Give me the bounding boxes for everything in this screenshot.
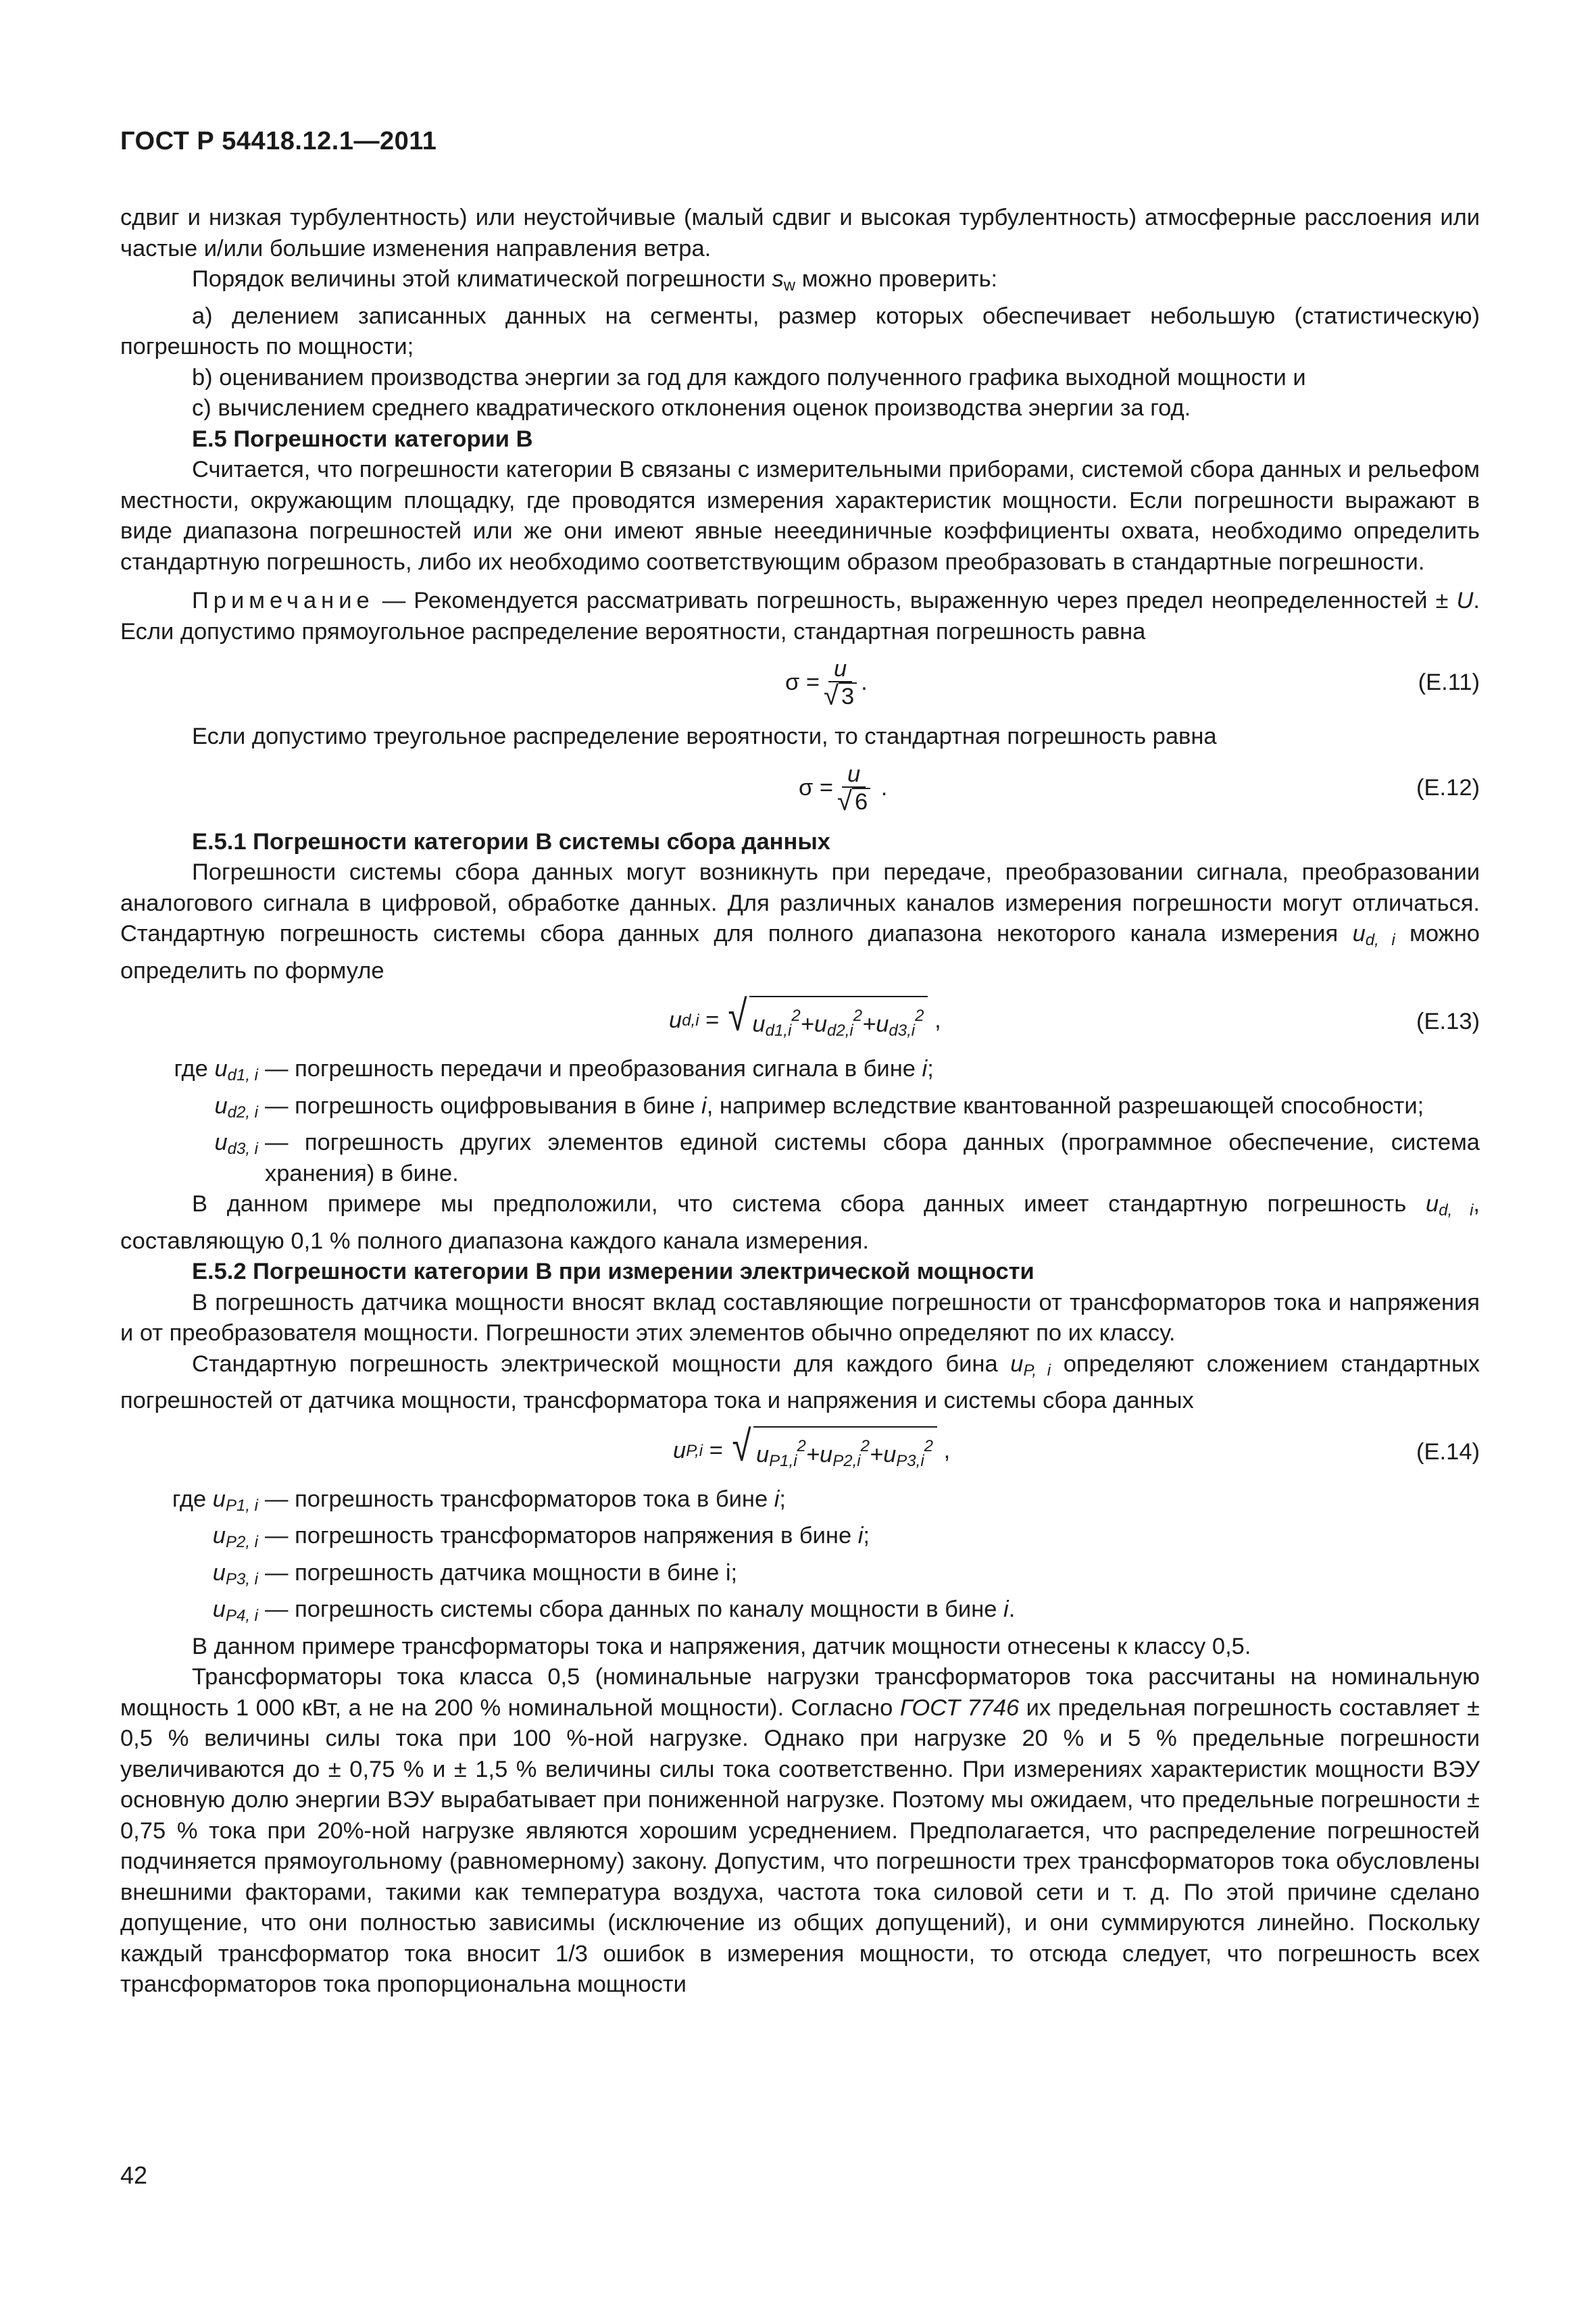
equation-label: (Е.12) xyxy=(1416,774,1480,801)
paragraph: Трансформаторы тока класса 0,5 (номинальные нагрузки трансформаторов тока рассчитаны на номинальную мощность 1 000 кВт, а не на 200 % номинальной мощности). Согласно ГОСТ 7746 их предельная погрешность составляет ± 0,5 % величины силы тока при 100 %-ной нагрузке. Однако при нагрузке 20 % и 5 % предельные погрешности увеличиваются до ± 0,75 % и ± 1,5 % величины силы тока соответственно. При измерениях характеристик мощности ВЭУ основную долю энергии ВЭУ вырабатывает при пониженной нагрузке. Поэтому мы ожидаем, что предельные погрешности ± 0,75 % тока при 20%-ной нагрузке являются хорошим усреднением. Предполагается, что распределение погрешностей подчиняется прямоугольному (равномерному) закону. Допустим, что погрешности трех трансформаторов тока обусловлены внешними факторами, такими как температура воздуха, частота тока силовой сети и т. д. По этой причине сделано допущение, что они полностью зависимы (исключение из общих допущений), и они суммируются линейно. Поскольку каждый трансформатор тока вносит 1/3 ошибок в измерения мощности, то отсюда следует, что погрешность всех трансформаторов тока пропорциональна мощности xyxy=(120,1664,1480,1997)
paragraph: В данном примере трансформаторы тока и напряжения, датчик мощности отнесены к классу 0,5. xyxy=(192,1633,1251,1659)
list-item: a) делением записанных данных на сегменты, размер которых обеспечивает небольшую (статистическую) погрешность по мощности; xyxy=(120,303,1480,359)
equation-e13: u d,i = √ $u_{d1,i}^2+u_{d2,i}^2+u_{d3,i}^2$ , (Е.13) xyxy=(120,986,1480,1054)
definitions-e14 xyxy=(120,1484,1480,1632)
paragraph: В данном примере мы предположили, что система сбора данных имеет стандартную погрешность $u_{d, i}$, составляющую 0,1 % полного диапазона каждого канала измерения. xyxy=(120,1191,1480,1254)
paragraph: сдвиг и низкая турбулентность) или неустойчивые (малый сдвиг и высокая турбулентность) атмосферные расслоения или частые и/или большие изменения направления ветра. xyxy=(120,205,1480,261)
paragraph: Погрешности системы сбора данных могут возникнуть при передаче, преобразовании сигнала, преобразовании аналогового сигнала в цифровой, обработке данных. Для различных каналов измерения погрешности могут отличаться. Стандартную погрешность системы сбора данных для полного диапазона некоторого канала измерения $u_{d, i}$ можно определить по формуле xyxy=(120,859,1480,984)
definition-item: $u_{P4, i}$ — погрешность системы сбора данных по каналу мощности в бине i. xyxy=(212,1596,1016,1625)
document-header: ГОСТ Р 54418.12.1—2011 xyxy=(120,127,437,155)
paragraph: В погрешность датчика мощности вносят вклад составляющие погрешности от трансформаторов тока и напряжения и от преобразователя мощности. Погрешности этих элементов обычно определяют по их классу. xyxy=(120,1289,1480,1346)
note: Примечание — Рекомендуется рассматривать погрешность, выраженную через предел неопределенностей ± U. Если допустимо прямоугольное распределение вероятности, стандартная погрешность равна xyxy=(120,588,1480,645)
paragraph: Считается, что погрешности категории В связаны с измерительными приборами, системой сбора данных и рельефом местности, окружающим площадку, где проводятся измерения характеристик мощности. Если погрешности выражают в виде диапазона погрешностей или же они имеют явные нееединичные коэффициенты охвата, необходимо определить стандартную погрешность, либо их необходимо соответствующим образом преобразовать в стандартные погрешности. xyxy=(120,457,1480,575)
definitions-e13 xyxy=(120,1054,1480,1189)
definition-item: $u_{d2, i}$ — погрешность оцифровывания в бине i, например вследствие квантованной разрешающей способности; xyxy=(214,1092,1424,1122)
equation-e12: σ = u √ 6 . (Е.12) xyxy=(799,761,1480,816)
section-heading: Е.5 Погрешности категории В xyxy=(192,426,533,452)
definition-item: $u_{P3, i}$ — погрешность датчика мощности в бине i; xyxy=(212,1559,738,1588)
definition-item: где $u_{d1, i}$ — погрешность передачи и преобразования сигнала в бине i; xyxy=(174,1056,934,1084)
paragraph: Порядок величины этой климатической погрешности $s_w$ можно проверить: xyxy=(192,266,998,295)
equation-label: (Е.13) xyxy=(1416,1009,1480,1034)
definition-item: $u_{d3, i}$ — погрешность других элементов единой системы сбора данных (программное обеспечение, система хранения) в бине. xyxy=(214,1130,1480,1186)
section-heading: Е.5.2 Погрешности категории В при измерении электрической мощности xyxy=(192,1259,1034,1284)
equation-e14: u P,i = √ $u_{P1,i}^2+u_{P2,i}^2+u_{P3,i}^2$ , (Е.14) xyxy=(120,1417,1480,1484)
paragraph: Стандартную погрешность электрической мощности для каждого бина $u_{P, i}$ определяют сложением стандартных погрешностей от датчика мощности, трансформатора тока и напряжения и системы сбора данных xyxy=(120,1351,1480,1413)
equation-label: (Е.11) xyxy=(1418,670,1480,695)
list-item: c) вычислением среднего квадратического отклонения оценок производства энергии за год. xyxy=(192,395,1191,421)
equation-e11: σ = u √ 3 . (Е.11) xyxy=(785,656,1480,711)
equation-label: (Е.14) xyxy=(1416,1438,1480,1465)
list-item: b) оцениванием производства энергии за год для каждого полученного графика выходной мощности и xyxy=(192,364,1306,391)
page-number: 42 xyxy=(120,2161,148,2189)
definition-item: где $u_{P1, i}$ — погрешность трансформаторов тока в бине i; xyxy=(172,1486,786,1515)
page-content xyxy=(120,203,1480,2001)
section-heading: Е.5.1 Погрешности категории В системы сбора данных xyxy=(192,828,830,855)
paragraph: Если допустимо треугольное распределение вероятности, то стандартная погрешность равна xyxy=(192,724,1217,749)
definition-item: $u_{P2, i}$ — погрешность трансформаторов напряжения в бине i; xyxy=(212,1523,870,1551)
